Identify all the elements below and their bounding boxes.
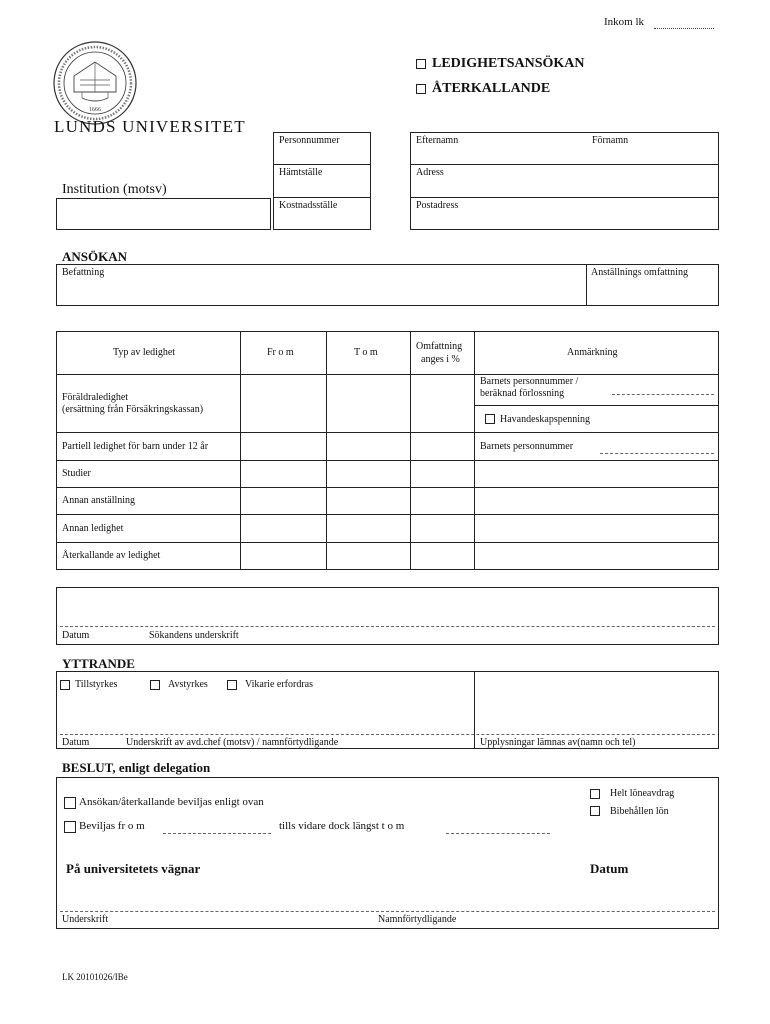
row-partiell-ledighet: Partiell ledighet för barn under 12 år xyxy=(62,441,209,452)
info-right-box xyxy=(410,132,719,230)
col-omfattning-unit: anges i % xyxy=(421,354,460,365)
inkom-label: Inkom lk xyxy=(604,16,645,28)
hamtstalle-field[interactable]: Hämtställe xyxy=(279,167,323,178)
col-from: Fr o m xyxy=(267,347,294,358)
anstallnings-omfattning-field[interactable]: Anställnings omfattning xyxy=(591,267,688,278)
kostnadsstalle-field[interactable]: Kostnadsställe xyxy=(279,200,338,211)
ansokan-heading: ANSÖKAN xyxy=(62,249,128,264)
university-name: LUNDS UNIVERSITET xyxy=(54,117,246,136)
bibehallen-lon-checkbox[interactable] xyxy=(590,806,600,816)
remark-barnets-pnr: Barnets personnummer / xyxy=(480,376,579,387)
row-foraldraledighet-note: (ersättning från Försäkringskassan) xyxy=(62,404,204,415)
vikarie-label: Vikarie erfordras xyxy=(245,679,313,690)
ledighetsansokan-checkbox[interactable] xyxy=(416,59,426,69)
barnets-pnr-2-line[interactable] xyxy=(600,453,714,454)
yttrande-heading: YTTRANDE xyxy=(62,656,135,671)
postadress-field[interactable]: Postadress xyxy=(416,200,459,211)
tills-vidare-label: tills vidare dock längst t o m xyxy=(279,820,405,832)
beviljas-from-checkbox[interactable] xyxy=(64,821,76,833)
inkom-line[interactable] xyxy=(654,28,714,29)
beviljas-ovan-checkbox[interactable] xyxy=(64,797,76,809)
pa-universitetets-vagnar: På universitetets vägnar xyxy=(66,861,201,876)
beviljas-from-line[interactable] xyxy=(163,833,271,834)
col-tom: T o m xyxy=(354,347,378,358)
remark-barnets-pnr-2: Barnets personnummer xyxy=(480,441,574,452)
signature-datum: Datum xyxy=(62,630,90,641)
form-code: LK 20101026/IBe xyxy=(62,972,128,982)
remark-beraknad: beräknad förlossning xyxy=(480,388,565,399)
fornamn-field[interactable]: Förnamn xyxy=(592,135,629,146)
remark-havandeskap: Havandeskapspenning xyxy=(500,414,590,425)
beslut-heading: BESLUT, enligt delegation xyxy=(62,760,211,775)
col-typ: Typ av ledighet xyxy=(113,347,176,358)
university-seal xyxy=(52,40,138,126)
institution-field[interactable] xyxy=(56,198,271,230)
title-aterkallande: ÅTERKALLANDE xyxy=(432,81,551,96)
tillstyrkes-label: Tillstyrkes xyxy=(75,679,118,690)
beslut-signature-line[interactable] xyxy=(60,911,715,912)
upplysningar-field[interactable]: Upplysningar lämnas av(namn och tel) xyxy=(480,737,636,748)
avstyrkes-label: Avstyrkes xyxy=(168,679,208,690)
beslut-datum-label: Datum xyxy=(590,861,629,876)
beviljas-from-label: Beviljas fr o m xyxy=(79,820,145,832)
tillstyrkes-checkbox[interactable] xyxy=(60,680,70,690)
beslut-namnfortydligande: Namnförtydligande xyxy=(378,914,457,925)
row-annan-ledighet: Annan ledighet xyxy=(62,523,124,534)
institution-label: Institution (motsv) xyxy=(62,182,167,197)
personnummer-field[interactable]: Personnummer xyxy=(279,135,340,146)
efternamn-field[interactable]: Efternamn xyxy=(416,135,459,146)
yttrande-datum: Datum xyxy=(62,737,90,748)
adress-field[interactable]: Adress xyxy=(416,167,444,178)
avstyrkes-checkbox[interactable] xyxy=(150,680,160,690)
sokandens-underskrift: Sökandens underskrift xyxy=(149,630,239,641)
row-aterkallande: Återkallande av ledighet xyxy=(62,550,161,561)
vikarie-checkbox[interactable] xyxy=(227,680,237,690)
barnets-pnr-line[interactable] xyxy=(612,394,714,395)
havandeskap-checkbox[interactable] xyxy=(485,414,495,424)
seal-year: 1666 xyxy=(89,107,101,113)
beviljas-ovan-label: Ansökan/återkallande beviljas enligt ovan xyxy=(79,796,264,808)
info-left-box xyxy=(273,132,371,230)
row-annan-anstallning: Annan anställning xyxy=(62,495,136,506)
title-ledighetsansokan: LEDIGHETSANSÖKAN xyxy=(432,56,585,71)
beslut-underskrift: Underskrift xyxy=(62,914,109,925)
underskrift-chef: Underskrift av avd.chef (motsv) / namnförtydligande xyxy=(126,737,339,748)
aterkallande-checkbox[interactable] xyxy=(416,84,426,94)
langst-tom-line[interactable] xyxy=(446,833,550,834)
row-foraldraledighet: Föräldraledighet xyxy=(62,392,129,403)
helt-loneavdrag-label: Helt löneavdrag xyxy=(610,788,675,799)
row-studier: Studier xyxy=(62,468,91,479)
befattning-field[interactable]: Befattning xyxy=(62,267,105,278)
helt-loneavdrag-checkbox[interactable] xyxy=(590,789,600,799)
col-omfattning: Omfattning xyxy=(416,341,463,352)
col-anmarkning: Anmärkning xyxy=(567,347,618,358)
bibehallen-lon-label: Bibehållen lön xyxy=(610,806,669,817)
